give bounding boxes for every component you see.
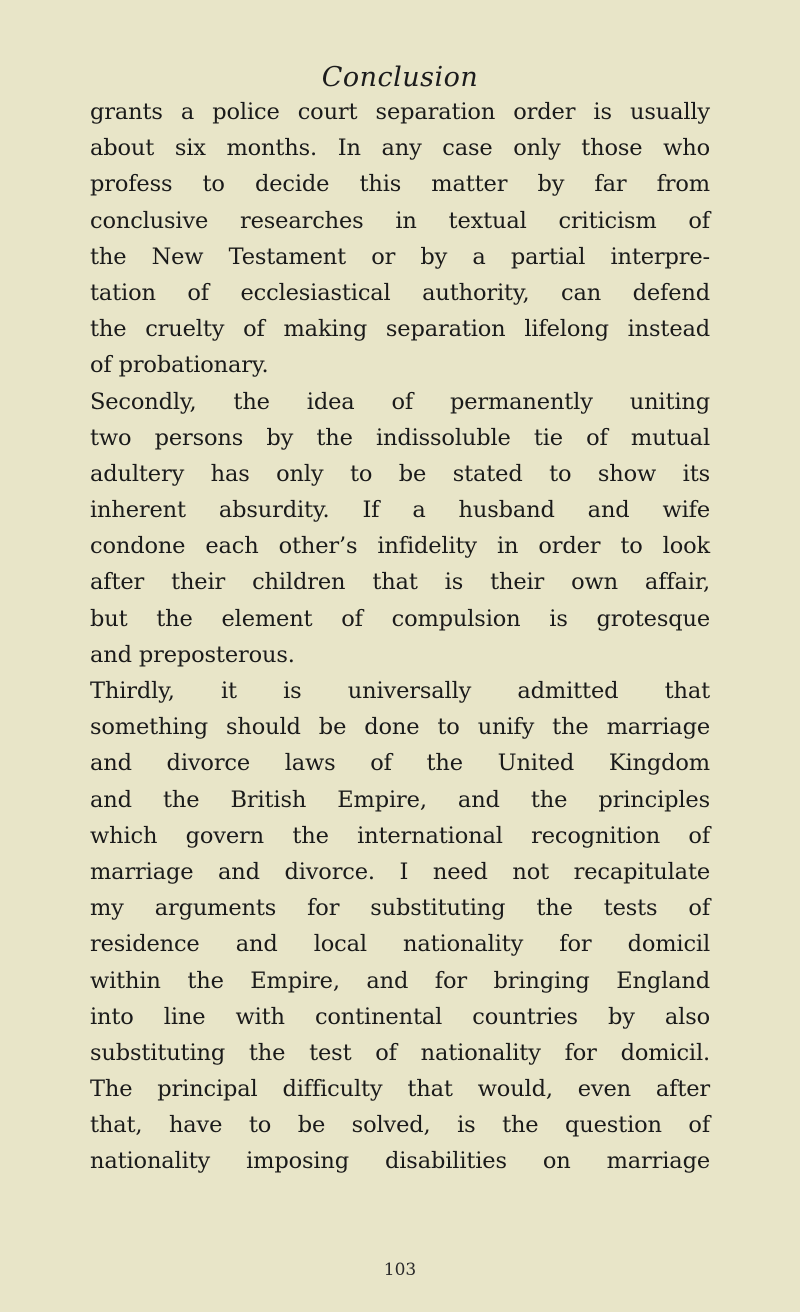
text-line: my arguments for substituting the tests of <box>90 895 710 922</box>
text-line: nationality imposing disabilities on marriage <box>90 1148 710 1175</box>
text-line: profess to decide this matter by far from <box>90 171 710 198</box>
text-line: inherent absurdity. If a husband and wife <box>90 497 710 524</box>
text-line: something should be done to unify the marriage <box>90 714 710 741</box>
text-line: and divorce laws of the United Kingdom <box>90 750 710 777</box>
text-line: the New Testament or by a partial interpre- <box>90 243 710 270</box>
text-line: The principal difficulty that would, even after <box>90 1076 710 1103</box>
text-line: after their children that is their own affair, <box>90 569 710 596</box>
text-line: about six months. In any case only those who <box>90 135 710 162</box>
text-line: marriage and divorce. I need not recapitulate <box>90 858 710 885</box>
text-line: within the Empire, and for bringing England <box>90 967 710 994</box>
text-line: Secondly, the idea of permanently uniting <box>90 388 710 415</box>
running-head: Conclusion <box>321 62 479 93</box>
text-line: grants a police court separation order is usually <box>90 99 710 125</box>
text-line: two persons by the indissoluble tie of mutual <box>90 424 710 451</box>
text-line: but the element of compulsion is grotesque <box>90 605 710 632</box>
text-line: condone each other’s infidelity in order to look <box>90 533 710 560</box>
text-line: that, have to be solved, is the question of <box>90 1112 710 1139</box>
text-line: the cruelty of making separation lifelong instead <box>90 316 710 343</box>
page-number: 103 <box>383 1260 417 1280</box>
text-line: of probationary. <box>90 352 269 379</box>
text-line: into line with continental countries by also <box>90 1003 710 1030</box>
text-line: and the British Empire, and the principles <box>90 786 710 813</box>
body-text <box>90 94 710 1180</box>
text-line: adultery has only to be stated to show its <box>90 460 710 487</box>
text-line: and preposterous. <box>90 641 295 668</box>
text-line: substituting the test of nationality for domicil. <box>90 1039 710 1066</box>
text-line: residence and local nationality for domicil <box>90 931 710 958</box>
text-line: Thirdly, it is universally admitted that <box>90 678 710 704</box>
text-line: conclusive researches in textual criticism of <box>90 207 710 234</box>
text-line: tation of ecclesiastical authority, can defend <box>90 279 710 306</box>
text-line: which govern the international recognition of <box>90 822 710 849</box>
